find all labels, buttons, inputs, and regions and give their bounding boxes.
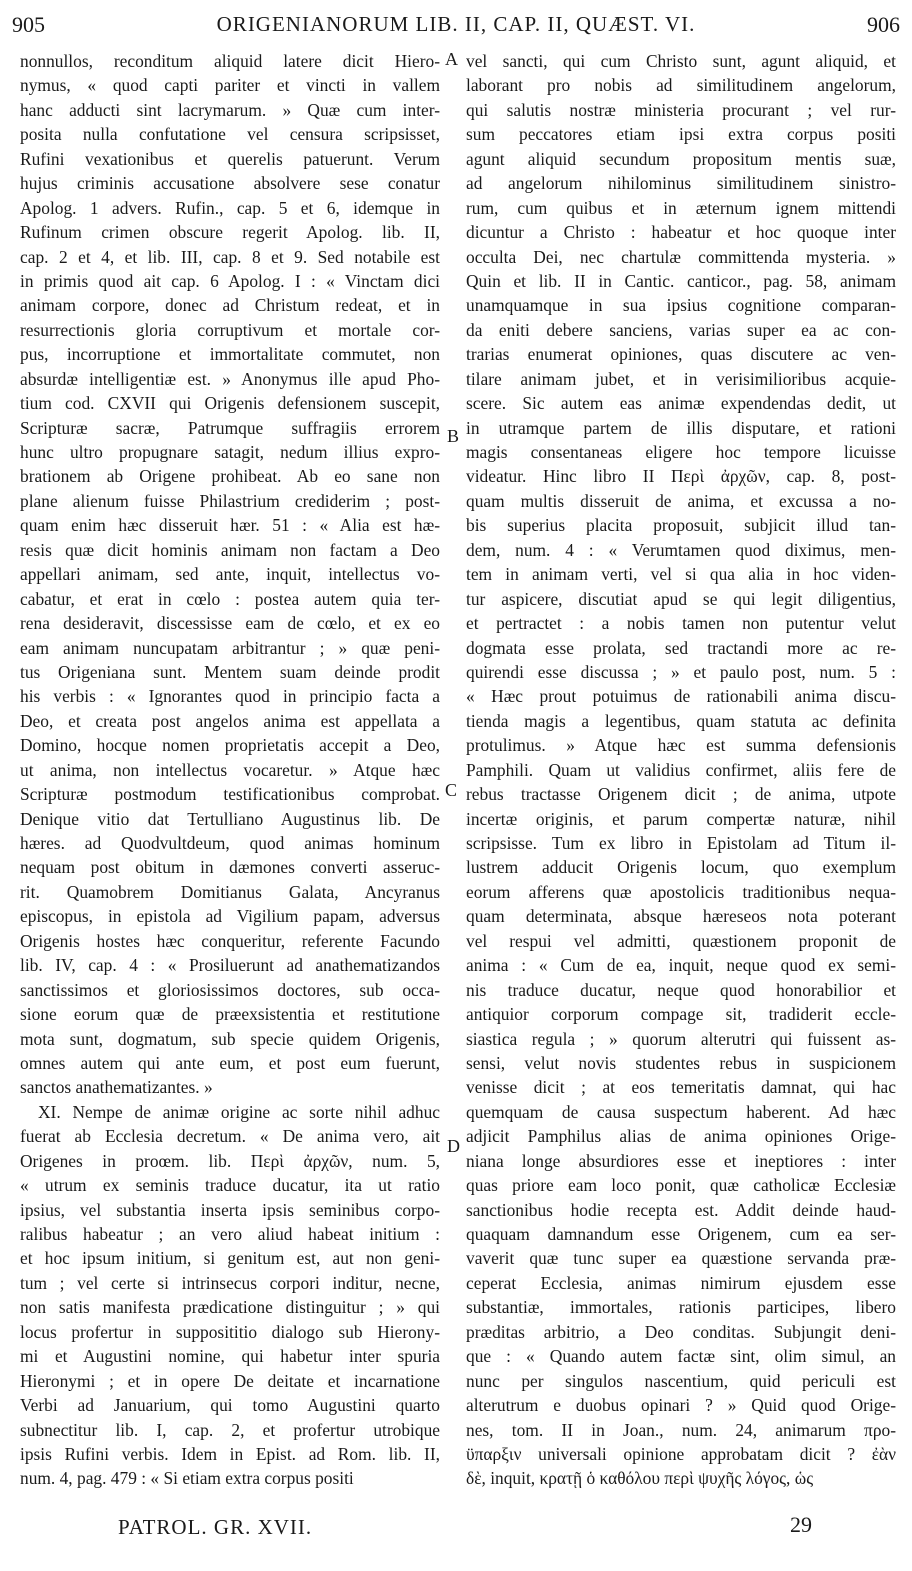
text-line: Domino, hocque nomen proprietatis accepit a Deo, xyxy=(20,735,440,756)
text-line: lib. IV, cap. 4 : « Prosiluerunt ad anathematizandos xyxy=(20,955,440,976)
text-line: Hieronymi ; et in opere De deitate et incarnatione xyxy=(20,1370,440,1391)
page-number-left: 905 xyxy=(12,12,45,37)
text-line: brationem ab Origene prohibeat. Ab eo sane non xyxy=(20,466,440,487)
text-line: XI. Nempe de animæ origine ac sorte nihil adhuc xyxy=(38,1101,440,1122)
text-line: bis superius placita proposuit, subjicit illud tan- xyxy=(466,515,896,536)
text-line: tum ; vel certe si intrinsecus corpori inditur, necne, xyxy=(20,1272,440,1293)
text-line: mota sunt, dogmatum, sub specie quidem Origenis, xyxy=(20,1028,440,1049)
text-line: que : « Quando autem factæ sint, olim simul, an xyxy=(466,1346,896,1367)
text-line: ralibus habeatur ; an vero aliud habeat initium : xyxy=(20,1224,440,1244)
text-line: eorum afferens quæ apostolicis traditionibus nequa- xyxy=(466,881,896,902)
text-line: vel respui vel admitti, quæstionem proponit de xyxy=(466,930,896,951)
text-line: dem, num. 4 : « Verumtamen quod diximus, men- xyxy=(466,539,896,560)
text-line: Rufini vexationibus et querelis patuerunt. Verum xyxy=(20,148,440,169)
text-line: sanctionibus hodie recepta est. Addit deinde haud- xyxy=(466,1199,896,1220)
text-line: quam determinata, absque hæreseos nota poterant xyxy=(466,906,896,927)
text-line: tus Origeniana sunt. Mentem suam deinde prodit xyxy=(20,661,440,682)
text-line: eam animam nuncupatam arbitrantur ; » quæ peni- xyxy=(20,637,440,658)
text-line: sanctos anathematizantes. » xyxy=(20,1077,213,1098)
text-line: rum, cum quibus et in æternum ignem mittendi xyxy=(466,197,896,218)
text-line: tem in animam verti, vel si qua alia in hoc viden- xyxy=(466,564,896,585)
margin-marker-d: D xyxy=(447,1136,460,1156)
text-line: quam multis disseruit de anima, et excussa a no- xyxy=(466,490,896,511)
text-line: scripsisse. Tum ex libro in Epistolam ad Titum il- xyxy=(466,833,896,853)
text-line: plane alienum fuisse Philastrium crediderim ; post- xyxy=(20,490,440,511)
text-line: in primis quod ait cap. 6 Apolog. I : « Vinctam dici xyxy=(20,270,440,291)
text-line: antiquior corporum compage sit, tradiderit eccle- xyxy=(466,1004,896,1025)
text-line: Rufinum crimen obscure regerit Apolog. lib. II, xyxy=(20,222,440,243)
text-line: δὲ, inquit, κρατῇ ὁ καθόλου περὶ ψυχῆς λόγος, ὡς xyxy=(466,1468,814,1489)
text-line: Scripturæ sacræ, Patrumque suffragiis errorem xyxy=(20,417,440,438)
text-line: « utrum ex seminis traduce ducatur, ita ut ratio xyxy=(20,1175,440,1196)
text-line: rit. Quamobrem Domitianus Galata, Ancyranus xyxy=(20,881,440,902)
text-line: vaverit quæ tunc super ea quæstione servanda præ- xyxy=(466,1248,896,1269)
text-line: hæres. ad Quodvultdeum, quod animas hominum xyxy=(20,833,440,853)
text-line: absurdæ intelligentiæ est. » Anonymus ille apud Pho- xyxy=(20,368,440,389)
text-line: his verbis : « Ignorantes quod in principio facta a xyxy=(20,686,440,707)
text-line: subnectitur lib. I, cap. 2, et profertur utrobique xyxy=(20,1419,440,1440)
text-line: quaquam damnandum esse Origenem, cum ea ser- xyxy=(466,1224,896,1244)
text-line: siastica regula ; » quorum alterutri qui fuissent as- xyxy=(466,1028,896,1049)
text-line: hunc ultro propugnare satagit, nedum illius expro- xyxy=(20,442,440,462)
text-line: venisse dicit ; at eos temeritatis damnat, qui hac xyxy=(466,1077,896,1098)
text-line: dicuntur a Christo : habeatur et hoc quoque inter xyxy=(466,222,896,243)
footer-title: PATROL. GR. XVII. xyxy=(118,1515,313,1539)
text-line: nis traduce ducatur, neque quod honorabilior et xyxy=(466,979,896,1000)
text-line: et hoc ipsum initium, si genitum est, aut non geni- xyxy=(20,1248,440,1269)
text-line: Verbi ad Januarium, qui tomo Augustini quarto xyxy=(20,1395,440,1416)
text-line: tilare animam jubet, et in verisimilioribus acquie- xyxy=(466,368,896,389)
text-line: videatur. Hinc libro II Περὶ ἀρχῶν, cap. 8, post- xyxy=(466,466,896,487)
text-line: adjicit Pamphilus alias de anima opiniones Orige- xyxy=(466,1126,896,1147)
text-line: non satis manifesta prædicatione distinguitur ; » qui xyxy=(20,1297,440,1318)
text-line: nequam post obitum in dæmones converti asseruc- xyxy=(20,857,440,878)
text-line: quirendi esse discussa ; » et paulo post, num. 5 : xyxy=(466,661,896,682)
text-line: omnes autem qui ante eum, et post eum fuerunt, xyxy=(20,1052,440,1073)
text-line: ad angelorum nihilominus similitudinem sinistro- xyxy=(466,173,896,194)
text-line: alterutrum e duobus opinari ? » Quid quod Orige- xyxy=(466,1395,896,1416)
text-line: rena desideravit, discessisse eam de cœlo, et ex eo xyxy=(20,613,440,634)
text-line: occulta Dei, nec chartulæ committenda mysteria. » xyxy=(466,246,896,267)
text-line: nonnullos, reconditum aliquid latere dicit Hiero- xyxy=(20,51,440,71)
text-line: pus, incorruptione et immortalitate commutet, non xyxy=(20,344,440,365)
text-line: Deo, et creata post angelos anima est appellata a xyxy=(20,710,440,731)
text-line: in utramque partem de illis disputare, et rationi xyxy=(466,417,896,438)
text-line: lustrem adducit Origenis locum, quo exemplum xyxy=(466,857,896,878)
text-line: nymus, « quod capti pariter et vincti in vallem xyxy=(20,75,440,96)
text-line: anima : « Cum de ea, inquit, neque quod ex semi- xyxy=(466,955,896,976)
page-header xyxy=(0,0,912,44)
text-line: sum peccatores etiam ipsi extra corpus positi xyxy=(466,124,896,145)
text-line: Origenis hostes hæc conqueritur, referente Facundo xyxy=(20,930,440,951)
text-line: laborant pro nobis ad similitudinem angelorum, xyxy=(466,75,896,96)
text-line: num. 4, pag. 479 : « Si etiam extra corpus positi xyxy=(20,1468,354,1489)
text-line: dogmata esse prolata, sed tractandi more ac re- xyxy=(466,637,896,658)
text-line: tium cod. CXVII qui Origenis defensionem suscepit, xyxy=(20,393,440,414)
text-line: nunc per singulos nascentium, quid periculi est xyxy=(466,1370,896,1391)
text-line: incertæ originis, et parum compertæ naturæ, nihil xyxy=(466,808,896,829)
text-line: agunt aliquid secundum propositum mentis suæ, xyxy=(466,148,896,169)
text-line: scere. Sic autem eas animæ expendendas dedit, ut xyxy=(466,393,896,414)
running-title: ORIGENIANORUM LIB. II, CAP. II, QUÆST. VI. xyxy=(216,12,696,36)
text-line: ϋπαρξιν universali opinione approbatam dicit ? ἐὰν xyxy=(466,1443,896,1464)
text-line: rebus tractasse Origenem dicit ; de anima, utpote xyxy=(466,784,896,805)
text-line: fuerat ab Ecclesia decretum. « De anima vero, ait xyxy=(20,1126,440,1147)
text-line: sione eorum quæ de præexsistentia et restitutione xyxy=(20,1004,440,1025)
text-line: tienda magis a legentibus, quam statuta ac definita xyxy=(466,710,896,731)
margin-marker-a: A xyxy=(445,49,458,69)
text-line: Quin et lib. II in Cantic. canticor., pag. 58, animam xyxy=(466,270,896,291)
text-line: quas priore eam loco ponit, quæ catholicæ Ecclesiæ xyxy=(466,1175,896,1196)
page-number-right: 906 xyxy=(867,12,900,37)
text-line: protulimus. » Atque hæc est summa defensionis xyxy=(466,735,896,756)
text-line: cap. 2 et 4, et lib. III, cap. 8 et 9. Sed notabile est xyxy=(20,246,440,267)
text-line: niana longe absurdiores esse et ineptiores : inter xyxy=(466,1150,896,1171)
text-line: resurrectionis gloria corruptivum et mortale cor- xyxy=(20,319,440,340)
text-line: nes, tom. II in Joan., num. 24, animarum προ- xyxy=(466,1419,896,1440)
text-line: locus profertur in supposititio dialogo sub Hierony- xyxy=(20,1321,440,1342)
text-line: hujus criminis accusatione absolvere sese conatur xyxy=(20,173,440,194)
text-line: ut anima, non intellectus vocaretur. » Atque hæc xyxy=(20,759,440,780)
text-line: præditas arbitrio, a Deo conditas. Subjungit deni- xyxy=(466,1321,896,1342)
text-line: qui salutis nostræ ministeria procurant ; vel rur- xyxy=(466,99,896,120)
text-line: magis consentaneas eligere hoc tempore licuisse xyxy=(466,442,896,462)
text-line: quemquam de causa suspectum haberent. Ad hæc xyxy=(466,1101,896,1122)
text-line: « Hæc prout potuimus de rationabili anima discu- xyxy=(466,686,896,707)
text-line: vel sancti, qui cum Christo sunt, agunt aliquid, et xyxy=(466,51,896,71)
margin-marker-b: B xyxy=(447,426,460,446)
text-line: unamquamque in sua ipsius cognitione comparan- xyxy=(466,295,896,316)
text-line: Apolog. 1 advers. Rufin., cap. 5 et 6, idemque in xyxy=(20,197,440,218)
text-line: Scripturæ postmodum testificationibus comprobat. xyxy=(20,784,440,805)
text-line: ipsis Rufini verbis. Idem in Epist. ad Rom. lib. II, xyxy=(20,1443,440,1464)
text-line: tur aspicere, discutiat apud se qui legit diligentius, xyxy=(466,588,896,609)
text-line: ceperat Ecclesia, animas nimirum ejusdem esse xyxy=(466,1272,896,1293)
right-column xyxy=(466,49,896,1491)
signature-mark: 29 xyxy=(790,1512,812,1537)
text-line: mi et Augustini nomine, qui habetur inter spuria xyxy=(20,1346,440,1367)
text-line: animam corpore, donec ad Christum redeat, et in xyxy=(20,295,440,316)
text-line: posita nulla confutatione vel censura scripsisset, xyxy=(20,124,440,145)
text-line: et pertractet : a nobis tamen non putentur velut xyxy=(466,613,896,634)
text-line: da eniti debere sanciens, varias super ea ac con- xyxy=(466,319,896,340)
text-line: ipsius, vel substantia inserta ipsis seminibus corpo- xyxy=(20,1199,440,1220)
text-line: Origenes in proœm. lib. Περὶ ἀρχῶν, num. 5, xyxy=(20,1150,440,1171)
text-line: sensi, velut novis studentes rebus in suspicionem xyxy=(466,1052,896,1073)
text-line: trarias enumerat opiniones, quas discutere ac ven- xyxy=(466,344,896,365)
text-line: Pamphili. Quam ut validius confirmet, aliis fere de xyxy=(466,759,896,780)
text-line: episcopus, in epistola ad Vigilium papam, adversus xyxy=(20,906,440,927)
text-line: Denique vitio dat Tertulliano Augustinus lib. De xyxy=(20,808,440,829)
text-line: resis quæ dicit hominis animam non factam a Deo xyxy=(20,539,440,560)
left-column xyxy=(20,49,440,1491)
text-line: substantiæ, immortales, rationis participes, libero xyxy=(466,1297,896,1318)
text-line: quam enim hæc disseruit hær. 51 : « Alia est hæ- xyxy=(20,515,440,536)
text-line: cabatur, et erat in cœlo : postea autem quia ter- xyxy=(20,588,440,609)
margin-marker-c: C xyxy=(445,780,458,800)
text-line: hanc adducti sint lacrymarum. » Quæ cum inter- xyxy=(20,99,440,120)
text-line: sanctissimos et gloriosissimos doctores, sub occa- xyxy=(20,979,440,1000)
text-line: appellari animam, sed ante, inquit, intellectus vo- xyxy=(20,564,440,585)
